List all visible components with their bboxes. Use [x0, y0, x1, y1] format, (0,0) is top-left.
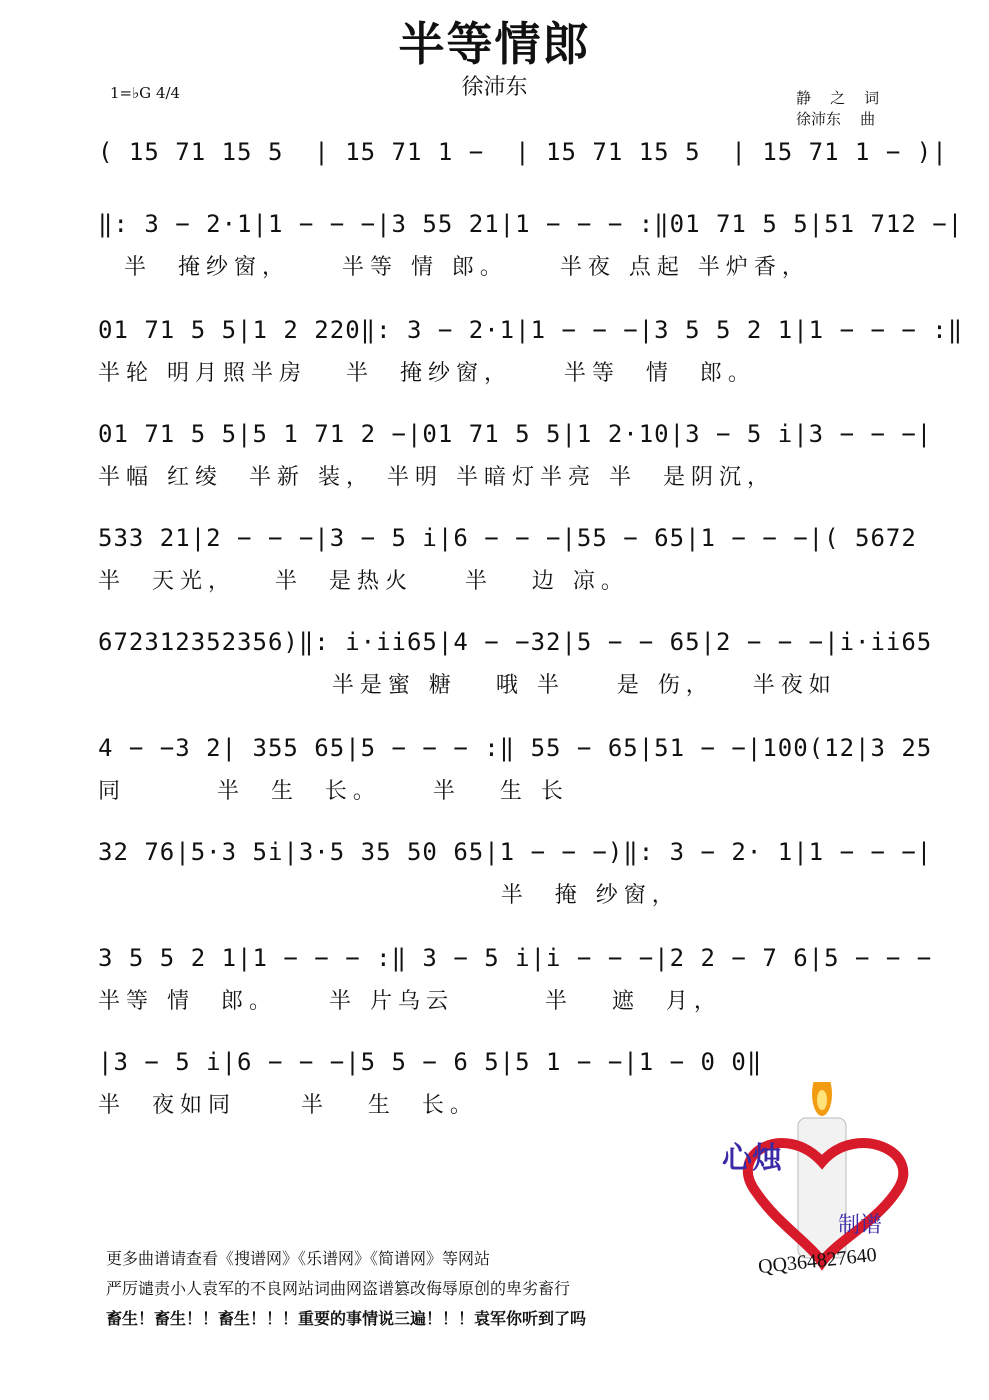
lyrics-line-10: 半 夜如同 半 生 长。 [98, 1093, 478, 1118]
composer-credit: 徐沛东 曲 [796, 110, 876, 128]
lyrics-line-9: 半等 情 郎。 半 片乌云 半 遮 月， [98, 989, 722, 1014]
lyricist-credit: 静 之 词 [796, 89, 880, 107]
page-title: 半等情郎 [398, 17, 591, 71]
singer-name: 徐沛东 [461, 75, 528, 100]
lyrics-line-5: 半 天光， 半 是热火 半 边 凉。 [98, 569, 629, 594]
logo-text: 心烛 [722, 1141, 782, 1176]
key-signature: 1=♭G 4/4 [110, 84, 181, 102]
qq-number: QQ364827640 [757, 1243, 878, 1279]
score-line-9: 3 5 5 2 1|1 − − − :‖ 3 − 5 i|i − − −|2 2 − 7 6|5 − − − [98, 944, 933, 972]
footer-line-1: 更多曲谱请查看《搜谱网》《乐谱网》《简谱网》等网站 [106, 1249, 491, 1268]
lyrics-line-7: 同 半 生 长。 半 生 长 [98, 779, 569, 804]
lyrics-line-2: 半 掩纱窗， 半等 情 郎。 半夜 点起 半炉香， [98, 255, 810, 280]
score-line-6: 672312352356)‖: i·ii65|4 − −32|5 − − 65|2 − − −|i·ii65 [98, 628, 933, 656]
score-line-2: ‖: 3 − 2·1|1 − − −|3 55 21|1 − − − :‖01 71 5 5|51 712 −| [98, 210, 964, 238]
lyrics-line-6: 半是蜜 糖 哦 半 是 伤， 半夜如 [98, 673, 837, 698]
score-line-10: |3 − 5 i|6 − − −|5 5 − 6 5|5 1 − −|1 − 0 0‖ [98, 1048, 763, 1076]
lyrics-line-3: 半轮 明月照半房 半 掩纱窗， 半等 情 郎。 [98, 361, 756, 386]
score-line-1: ( 15 71 15 5 | 15 71 1 − | 15 71 15 5 | 15 71 1 − )| [98, 138, 948, 166]
logo-label: 制谱 [838, 1213, 883, 1238]
footer-line-3: 畜生！畜生！！畜生！！！重要的事情说三遍！！！袁军你听到了吗 [106, 1309, 587, 1328]
lyrics-line-8: 半 掩 纱窗， [98, 883, 680, 908]
credits [796, 88, 879, 130]
lyrics-line-4: 半幅 红绫 半新 装， 半明 半暗灯半亮 半 是阴沉， [98, 465, 775, 490]
score-line-8: 32 76|5·3 5i|3·5 35 50 65|1 − − −)‖: 3 − 2· 1|1 − − −| [98, 838, 933, 866]
score-line-4: 01 71 5 5|5 1 71 2 −|01 71 5 5|1 2·10|3 − 5 i|3 − − −| [98, 420, 933, 448]
footer-line-2: 严厉谴责小人袁军的不良网站词曲网盗谱篡改侮辱原创的卑劣畜行 [106, 1279, 571, 1298]
score-line-7: 4 − −3 2| 355 65|5 − − − :‖ 55 − 65|51 − −|100(12|3 25 [98, 734, 933, 762]
score-line-5: 533 21|2 − − −|3 − 5 i|6 − − −|55 − 65|1 − − −|( 5672 [98, 524, 917, 552]
score-line-3: 01 71 5 5|1 2 220‖: 3 − 2·1|1 − − −|3 5 5 2 1|1 − − − :‖ [98, 316, 964, 344]
